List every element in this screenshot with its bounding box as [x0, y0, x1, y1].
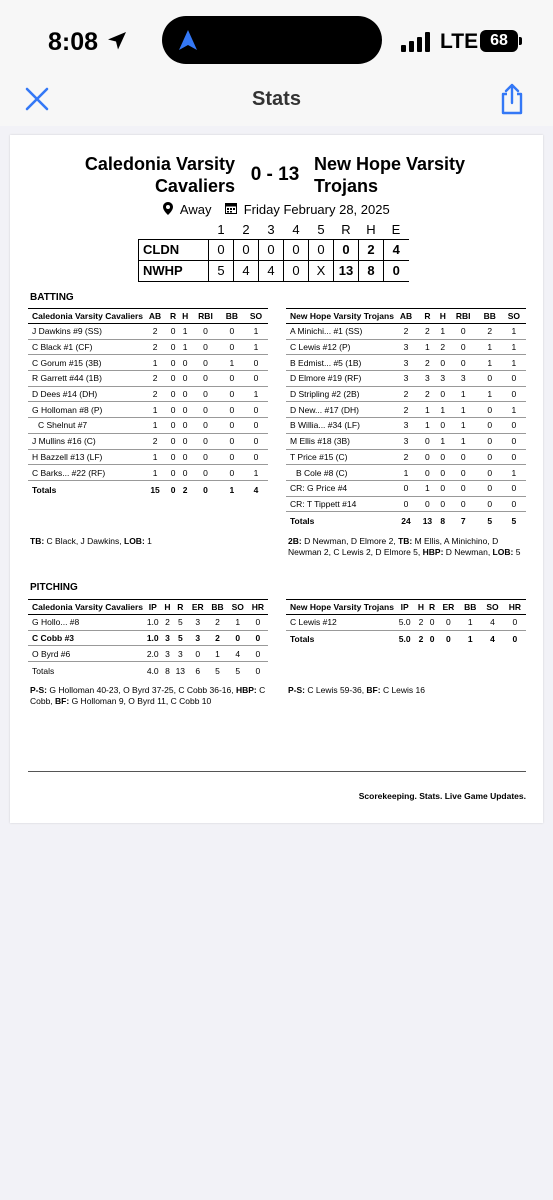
stat-cell: 0: [418, 465, 437, 481]
pitching-section-title: PITCHING: [30, 582, 78, 593]
note-value: C Lewis 16: [380, 685, 426, 695]
stat-cell: 0: [228, 630, 248, 646]
table-row: [286, 418, 526, 434]
stat-cell: 0: [179, 355, 191, 371]
navigation-arrow-icon: [178, 29, 198, 51]
table-header: Caledonia Varsity Cavaliers IP H R ER BB SO HR: [28, 600, 268, 615]
table-row: [28, 433, 268, 449]
stat-cell: 0: [437, 449, 449, 465]
stat-cell: 0: [449, 496, 478, 512]
stat-cell: 0: [478, 496, 502, 512]
note-label: TB:: [398, 536, 413, 546]
stat-cell: 1: [394, 465, 418, 481]
stat-cell: 0: [191, 386, 220, 402]
stat-cell: 0: [502, 496, 526, 512]
stat-cell: 0: [220, 433, 244, 449]
table-header: New Hope Varsity Trojans IP H R ER BB SO HR: [286, 600, 526, 615]
note-value: G Holloman 9, O Byrd 11, C Cobb 10: [69, 696, 212, 706]
stat-cell: 5: [173, 615, 189, 631]
stat-cell: 1: [228, 615, 248, 631]
stat-cell: 0: [167, 324, 179, 340]
totals-row: Totals 24 13 8 7 5 5: [290, 516, 517, 526]
stat-cell: 1: [179, 324, 191, 340]
stat-cell: 1: [143, 355, 167, 371]
table-header: New Hope Varsity Trojans AB R H RBI BB SO: [286, 309, 526, 324]
stat-cell: 1: [449, 433, 478, 449]
footer-divider: [28, 771, 526, 772]
player-name: G Hollo... #8: [28, 615, 143, 631]
stat-cell: 0: [244, 402, 268, 418]
stat-cell: 3: [394, 371, 418, 387]
stat-cell: 3: [449, 371, 478, 387]
stat-cell: 0: [437, 480, 449, 496]
game-location: Away: [179, 202, 212, 218]
stat-cell: 0: [437, 355, 449, 371]
note-value: C Black, J Dawkins,: [44, 536, 124, 546]
stat-cell: 0: [191, 371, 220, 387]
stat-cell: 0: [179, 465, 191, 481]
stat-cell: 1: [449, 402, 478, 418]
stat-cell: 2: [418, 386, 437, 402]
note-label: BF:: [366, 685, 381, 695]
stat-cell: 5.0: [394, 615, 415, 631]
stat-cell: 1: [220, 355, 244, 371]
stat-cell: 1: [459, 615, 481, 631]
note-label: LOB:: [492, 547, 514, 557]
table-row: [286, 339, 526, 355]
stat-cell: 0: [167, 402, 179, 418]
stat-cell: 0: [220, 418, 244, 434]
stat-cell: 0: [220, 465, 244, 481]
pitching-notes-away: [288, 685, 528, 696]
player-name: H Bazzell #13 (LF): [28, 449, 143, 465]
stat-cell: 0: [244, 433, 268, 449]
player-name: J Dawkins #9 (SS): [28, 324, 143, 340]
stat-cell: 0: [191, 324, 220, 340]
stat-cell: 0: [191, 418, 220, 434]
game-meta: [10, 201, 543, 218]
table-row: [28, 402, 268, 418]
table-row: [28, 324, 268, 340]
pitching-table-away: [286, 599, 526, 648]
stat-cell: 1: [449, 386, 478, 402]
stat-cell: 2: [143, 371, 167, 387]
table-row: [286, 433, 526, 449]
player-name: M Ellis #18 (3B): [286, 433, 394, 449]
stat-cell: 0: [244, 449, 268, 465]
player-name: D New... #17 (DH): [286, 402, 394, 418]
player-name: A Minichi... #1 (SS): [286, 324, 394, 340]
share-icon[interactable]: [498, 82, 526, 116]
stat-cell: 0: [449, 355, 478, 371]
status-bar: [0, 0, 553, 80]
batting-table-away: [286, 308, 526, 530]
stat-cell: 0: [244, 371, 268, 387]
stat-cell: 1: [449, 418, 478, 434]
player-name: R Garrett #44 (1B): [28, 371, 143, 387]
stat-cell: 0: [220, 339, 244, 355]
table-row: [28, 646, 268, 662]
stat-cell: 2: [143, 433, 167, 449]
stat-cell: 2: [478, 324, 502, 340]
stat-cell: 0: [248, 630, 268, 646]
stat-cell: 0: [179, 418, 191, 434]
stat-cell: 0: [437, 496, 449, 512]
stat-cell: 0: [167, 433, 179, 449]
stat-cell: 3: [437, 371, 449, 387]
stat-cell: 1: [502, 402, 526, 418]
stat-cell: 1: [143, 402, 167, 418]
table-row: [28, 386, 268, 402]
stat-cell: 0: [502, 371, 526, 387]
table-row: [286, 465, 526, 481]
note-value: G Holloman 40-23, O Byrd 37-25, C Cobb 36-16,: [47, 685, 236, 695]
note-value: M Ellis, A Minichino, D Newman 2, C Lewis 2, D Elmore 5,: [288, 536, 499, 557]
stat-cell: 3: [394, 433, 418, 449]
table-row: [28, 449, 268, 465]
note-value: 5: [513, 547, 521, 557]
stat-cell: 1.0: [143, 615, 162, 631]
table-row: [286, 496, 526, 512]
note-label: BF:: [55, 696, 70, 706]
stat-cell: 1: [244, 465, 268, 481]
stat-cell: 3: [394, 418, 418, 434]
linescore-header: 1 2 3 4 5 R H E: [217, 222, 401, 238]
stat-cell: 1: [418, 418, 437, 434]
player-name: D Stripling #2 (2B): [286, 386, 394, 402]
linescore-row: NWHP 5 4 4 0 X 13 8 0: [139, 260, 409, 281]
home-team-name: Caledonia Varsity Cavaliers: [84, 154, 235, 196]
stat-cell: 0: [167, 465, 179, 481]
page-title: Stats: [252, 88, 301, 110]
stat-cell: 2: [162, 615, 172, 631]
stat-cell: 2: [207, 615, 227, 631]
table-row: [286, 615, 526, 631]
status-time: 8:08: [48, 28, 99, 56]
stat-cell: 0: [502, 449, 526, 465]
totals-row: Totals 4.0 8 13 6 5 5 0: [32, 665, 261, 676]
stat-cell: 4: [228, 646, 248, 662]
stat-cell: 1: [478, 355, 502, 371]
stat-cell: 0: [248, 646, 268, 662]
totals-row: Totals 5.0 2 0 0 1 4 0: [290, 634, 518, 645]
table-row: [286, 324, 526, 340]
player-name: C Shelnut #7: [28, 418, 143, 434]
game-date: Friday February 28, 2025: [243, 202, 390, 218]
note-label: TB:: [30, 536, 45, 546]
stat-cell: 0: [191, 339, 220, 355]
location-arrow-icon: [106, 30, 128, 52]
stat-cell: 0: [502, 418, 526, 434]
nav-bar: [0, 80, 553, 126]
stat-cell: 0: [167, 371, 179, 387]
stat-cell: 0: [478, 402, 502, 418]
stat-cell: 0: [167, 418, 179, 434]
player-name: B Cole #8 (C): [286, 465, 394, 481]
player-name: J Mullins #16 (C): [28, 433, 143, 449]
stat-cell: 3: [394, 355, 418, 371]
stat-cell: 0: [418, 433, 437, 449]
stat-cell: 0: [167, 339, 179, 355]
stat-cell: 0: [188, 646, 207, 662]
carrier-label: LTE: [440, 30, 479, 53]
stat-cell: 0: [179, 449, 191, 465]
stat-cell: 0: [504, 615, 526, 631]
stat-cell: 0: [244, 355, 268, 371]
stat-cell: 0: [179, 402, 191, 418]
player-name: T Price #15 (C): [286, 449, 394, 465]
stat-cell: 3: [418, 371, 437, 387]
game-score: 0 - 13: [250, 164, 300, 185]
stat-cell: 0: [438, 615, 459, 631]
note-value: 1: [144, 536, 152, 546]
player-name: C Gorum #15 (3B): [28, 355, 143, 371]
stat-cell: 1: [244, 386, 268, 402]
linescore-row: CLDN 0 0 0 0 0 0 2 4: [139, 239, 409, 260]
stat-cell: 2: [437, 339, 449, 355]
battery-icon: 68: [480, 30, 518, 52]
note-label: P-S:: [30, 685, 47, 695]
stat-cell: 0: [437, 418, 449, 434]
player-name: B Edmist... #5 (1B): [286, 355, 394, 371]
player-name: O Byrd #6: [28, 646, 143, 662]
stat-cell: 1: [502, 324, 526, 340]
stat-cell: 0: [427, 615, 438, 631]
player-name: C Lewis #12 (P): [286, 339, 394, 355]
stat-cell: 0: [437, 386, 449, 402]
stat-cell: 0: [248, 615, 268, 631]
batting-table-home: [28, 308, 268, 498]
player-name: CR: G Price #4: [286, 480, 394, 496]
note-label: HBP:: [422, 547, 444, 557]
player-name: G Holloman #8 (P): [28, 402, 143, 418]
calendar-icon: [225, 202, 237, 217]
stat-cell: 3: [173, 646, 189, 662]
player-name: CR: T Tippett #14: [286, 496, 394, 512]
stat-cell: 0: [418, 496, 437, 512]
table-row: [28, 418, 268, 434]
player-name: D Elmore #19 (RF): [286, 371, 394, 387]
player-name: C Cobb #3: [28, 630, 143, 646]
stat-cell: 1: [502, 465, 526, 481]
stat-cell: 0: [449, 465, 478, 481]
stat-cell: 2: [143, 339, 167, 355]
stat-cell: 2: [394, 324, 418, 340]
note-label: HBP:: [235, 685, 257, 695]
footer-tagline: Scorekeeping. Stats. Live Game Updates.: [358, 791, 526, 801]
stat-cell: 0: [449, 339, 478, 355]
batting-notes-away: [288, 536, 528, 558]
pitching-notes-home: [30, 685, 280, 707]
stat-cell: 1: [143, 449, 167, 465]
stat-cell: 1: [437, 433, 449, 449]
stat-cell: 1: [478, 339, 502, 355]
table-header: Caledonia Varsity Cavaliers AB R H RBI BB SO: [28, 309, 268, 324]
stat-cell: 1.0: [143, 630, 162, 646]
stat-cell: 4: [481, 615, 503, 631]
stat-cell: 0: [179, 386, 191, 402]
stat-cell: 1: [244, 339, 268, 355]
stat-cell: 0: [191, 433, 220, 449]
stat-cell: 1: [502, 339, 526, 355]
player-name: D Dees #14 (DH): [28, 386, 143, 402]
table-row: [286, 371, 526, 387]
table-row: [286, 480, 526, 496]
stat-cell: 1: [179, 339, 191, 355]
note-label: 2B:: [288, 536, 302, 546]
stat-cell: 1: [437, 402, 449, 418]
stat-cell: 0: [220, 324, 244, 340]
table-row: [286, 386, 526, 402]
stat-cell: 0: [191, 449, 220, 465]
player-name: C Barks... #22 (RF): [28, 465, 143, 481]
stat-cell: 0: [191, 402, 220, 418]
stat-cell: 0: [167, 386, 179, 402]
stat-cell: 2: [394, 402, 418, 418]
stat-cell: 2: [143, 386, 167, 402]
stat-cell: 0: [449, 449, 478, 465]
stat-cell: 2.0: [143, 646, 162, 662]
stat-cell: 0: [179, 433, 191, 449]
stat-cell: 0: [502, 480, 526, 496]
table-row: [28, 615, 268, 631]
stat-cell: 0: [478, 465, 502, 481]
stat-cell: 0: [191, 355, 220, 371]
battery-tip: [519, 37, 522, 45]
table-row: [28, 339, 268, 355]
stat-cell: 0: [418, 449, 437, 465]
player-name: B Willia... #34 (LF): [286, 418, 394, 434]
stat-cell: 3: [394, 339, 418, 355]
stat-cell: 5: [173, 630, 189, 646]
batting-notes-home: [30, 536, 270, 547]
stat-cell: 3: [162, 630, 172, 646]
stat-cell: 2: [394, 386, 418, 402]
stat-cell: 2: [143, 324, 167, 340]
stat-cell: 0: [437, 465, 449, 481]
stat-cell: 3: [162, 646, 172, 662]
table-row: [286, 402, 526, 418]
note-value: C Cobb,: [30, 685, 266, 706]
away-team-name: New Hope Varsity Trojans: [314, 154, 466, 196]
stat-cell: 0: [394, 480, 418, 496]
batting-section-title: BATTING: [30, 292, 74, 303]
note-value: D Newman, D Elmore 2,: [301, 536, 399, 546]
note-label: P-S:: [288, 685, 305, 695]
stat-cell: 0: [478, 480, 502, 496]
signal-icon: [401, 32, 433, 52]
stat-cell: 1: [502, 355, 526, 371]
stat-cell: 0: [191, 465, 220, 481]
stat-cell: 0: [167, 355, 179, 371]
stat-cell: 2: [418, 355, 437, 371]
table-row: [28, 630, 268, 646]
stat-cell: 0: [179, 371, 191, 387]
stat-cell: 1: [478, 386, 502, 402]
stat-cell: 0: [394, 496, 418, 512]
stat-cell: 1: [143, 465, 167, 481]
player-name: C Black #1 (CF): [28, 339, 143, 355]
table-row: [28, 465, 268, 481]
stat-cell: 2: [207, 630, 227, 646]
stats-card: [10, 135, 543, 823]
stat-cell: 0: [244, 418, 268, 434]
stat-cell: 1: [418, 402, 437, 418]
totals-row: Totals 15 0 2 0 1 4: [32, 484, 259, 495]
stat-cell: 1: [143, 418, 167, 434]
stat-cell: 1: [207, 646, 227, 662]
note-value: D Newman,: [443, 547, 493, 557]
stat-cell: 2: [418, 324, 437, 340]
stat-cell: 3: [188, 615, 207, 631]
stat-cell: 0: [167, 449, 179, 465]
stat-cell: 0: [478, 449, 502, 465]
stat-cell: 1: [437, 324, 449, 340]
player-name: C Lewis #12: [286, 615, 394, 631]
stat-cell: 0: [220, 402, 244, 418]
stat-cell: 1: [418, 480, 437, 496]
stat-cell: 0: [449, 480, 478, 496]
note-label: LOB:: [124, 536, 145, 546]
stat-cell: 0: [220, 371, 244, 387]
table-row: [28, 355, 268, 371]
stat-cell: 0: [502, 433, 526, 449]
stat-cell: 3: [188, 630, 207, 646]
stat-cell: 0: [478, 371, 502, 387]
location-pin-icon: [163, 202, 173, 218]
stat-cell: 2: [415, 615, 426, 631]
note-value: C Lewis 59-36,: [305, 685, 367, 695]
stat-cell: 1: [244, 324, 268, 340]
table-row: [286, 355, 526, 371]
stat-cell: 2: [394, 449, 418, 465]
stat-cell: 0: [478, 418, 502, 434]
pitching-table-home: [28, 599, 268, 680]
dynamic-island: [162, 16, 382, 64]
stat-cell: 0: [502, 386, 526, 402]
table-row: [28, 371, 268, 387]
stat-cell: 0: [220, 449, 244, 465]
stat-cell: 0: [449, 324, 478, 340]
table-row: [286, 449, 526, 465]
linescore-table: [138, 221, 409, 282]
stat-cell: 0: [220, 386, 244, 402]
stat-cell: 0: [478, 433, 502, 449]
stat-cell: 1: [418, 339, 437, 355]
